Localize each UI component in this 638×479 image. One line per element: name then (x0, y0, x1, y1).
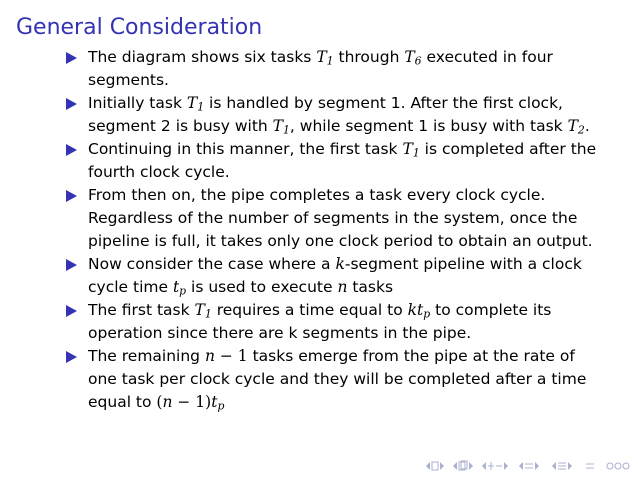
bullet-text: to complete its operation since there are k segments in the pipe. (88, 301, 552, 342)
bullet-item (66, 299, 606, 345)
bullet-text: is handled by segment 1. After the first clock, segment 2 is busy with (88, 94, 563, 135)
bullet-item (66, 46, 606, 92)
bullet-text: . (584, 117, 590, 135)
math-symbol: kt (407, 301, 424, 319)
bullet-item (66, 184, 606, 253)
bullet-text: The remaining (88, 347, 205, 365)
math-variable (173, 278, 186, 296)
bullet-text: through (333, 48, 405, 66)
math-variable (205, 347, 215, 365)
bullet-arrow-icon (66, 259, 77, 271)
math-subscript: 1 (204, 307, 212, 321)
first-page-icon[interactable] (426, 462, 444, 470)
beamer-navigation-bar (424, 458, 634, 474)
bullet-arrow-icon (66, 52, 77, 64)
math-symbol: T (272, 117, 284, 135)
bullet-list (66, 46, 606, 414)
bullet-text: tasks emerge from the pipe at the rate of one task per clock cycle and they will be completed after a time equal to (88, 347, 587, 411)
math-variable (404, 48, 421, 66)
math-subscript: 1 (197, 100, 205, 114)
next-subsection-icon[interactable] (568, 462, 572, 470)
math-variable (337, 278, 347, 296)
slide-title: General Consideration (16, 15, 263, 40)
math-variable (211, 393, 224, 411)
math-variable (402, 140, 419, 158)
bullet-text: , while segment 1 is busy with task (289, 117, 568, 135)
math-variable (568, 117, 585, 135)
math-symbol: n (162, 393, 173, 411)
bullet-arrow-icon (66, 305, 77, 317)
bullet-arrow-icon (66, 190, 77, 202)
bullet-text: -segment pipeline with a clock cycle time (88, 255, 582, 296)
bullet-arrow-icon (66, 98, 77, 110)
bullet-text: From then on, the pipe completes a task every clock cycle. Regardless of the number of segments in the system, once the pipeline is full, it takes only one clock period to obtain an output. (88, 186, 593, 250)
math-operator: − 1 (214, 347, 248, 365)
next-section-icon[interactable] (535, 462, 539, 470)
math-subscript: p (423, 307, 431, 321)
bullet-arrow-icon (66, 351, 77, 363)
prev-page-icon[interactable] (453, 461, 473, 470)
math-symbol: T (567, 117, 578, 135)
math-subscript: 1 (283, 123, 290, 137)
math-symbol: t (172, 278, 180, 296)
bullet-text: is completed after the fourth clock cycle. (88, 140, 597, 181)
math-subscript: p (179, 284, 187, 298)
math-symbol: k (335, 255, 345, 273)
bullet-text: Initially task (88, 94, 187, 112)
math-symbol: t (211, 393, 218, 411)
bullet-item (66, 92, 606, 138)
math-subscript: p (217, 399, 225, 413)
math-variable (162, 393, 172, 411)
math-symbol: T (402, 140, 413, 158)
math-symbol: n (204, 347, 215, 365)
math-variable (195, 301, 212, 319)
math-symbol: T (186, 94, 198, 112)
bullet-item (66, 138, 606, 184)
bullet-text: Now consider the case where a (88, 255, 336, 273)
align-icon[interactable] (586, 464, 594, 468)
math-variable (273, 117, 290, 135)
prev-frame-icon[interactable] (482, 462, 494, 470)
bullet-arrow-icon (66, 144, 77, 156)
math-symbol: T (194, 301, 205, 319)
prev-section-icon[interactable] (519, 462, 533, 470)
math-subscript: 1 (326, 54, 334, 68)
math-subscript: 1 (412, 146, 420, 160)
math-operator: − 1) (172, 393, 212, 411)
bullet-text: tasks (347, 278, 394, 296)
bullet-item (66, 253, 606, 299)
math-variable (316, 48, 333, 66)
search-icon[interactable] (607, 463, 629, 469)
prev-subsection-icon[interactable] (552, 462, 566, 470)
bullet-text: Continuing in this manner, the first task (88, 140, 403, 158)
math-variable (408, 301, 431, 319)
bullet-text: executed in four segments. (88, 48, 553, 89)
math-subscript: 2 (577, 123, 585, 137)
math-subscript: 6 (414, 54, 422, 68)
bullet-item (66, 345, 606, 414)
math-variable (187, 94, 204, 112)
math-symbol: T (316, 48, 327, 66)
bullet-text: is used to execute (186, 278, 338, 296)
next-frame-icon[interactable] (496, 462, 508, 470)
bullet-text: The diagram shows six tasks (88, 48, 317, 66)
math-symbol: T (404, 48, 415, 66)
bullet-text: requires a time equal to (211, 301, 408, 319)
math-variable (335, 255, 344, 273)
math-operator: ( (156, 393, 163, 411)
math-symbol: n (337, 278, 348, 296)
bullet-text: The first task (88, 301, 195, 319)
